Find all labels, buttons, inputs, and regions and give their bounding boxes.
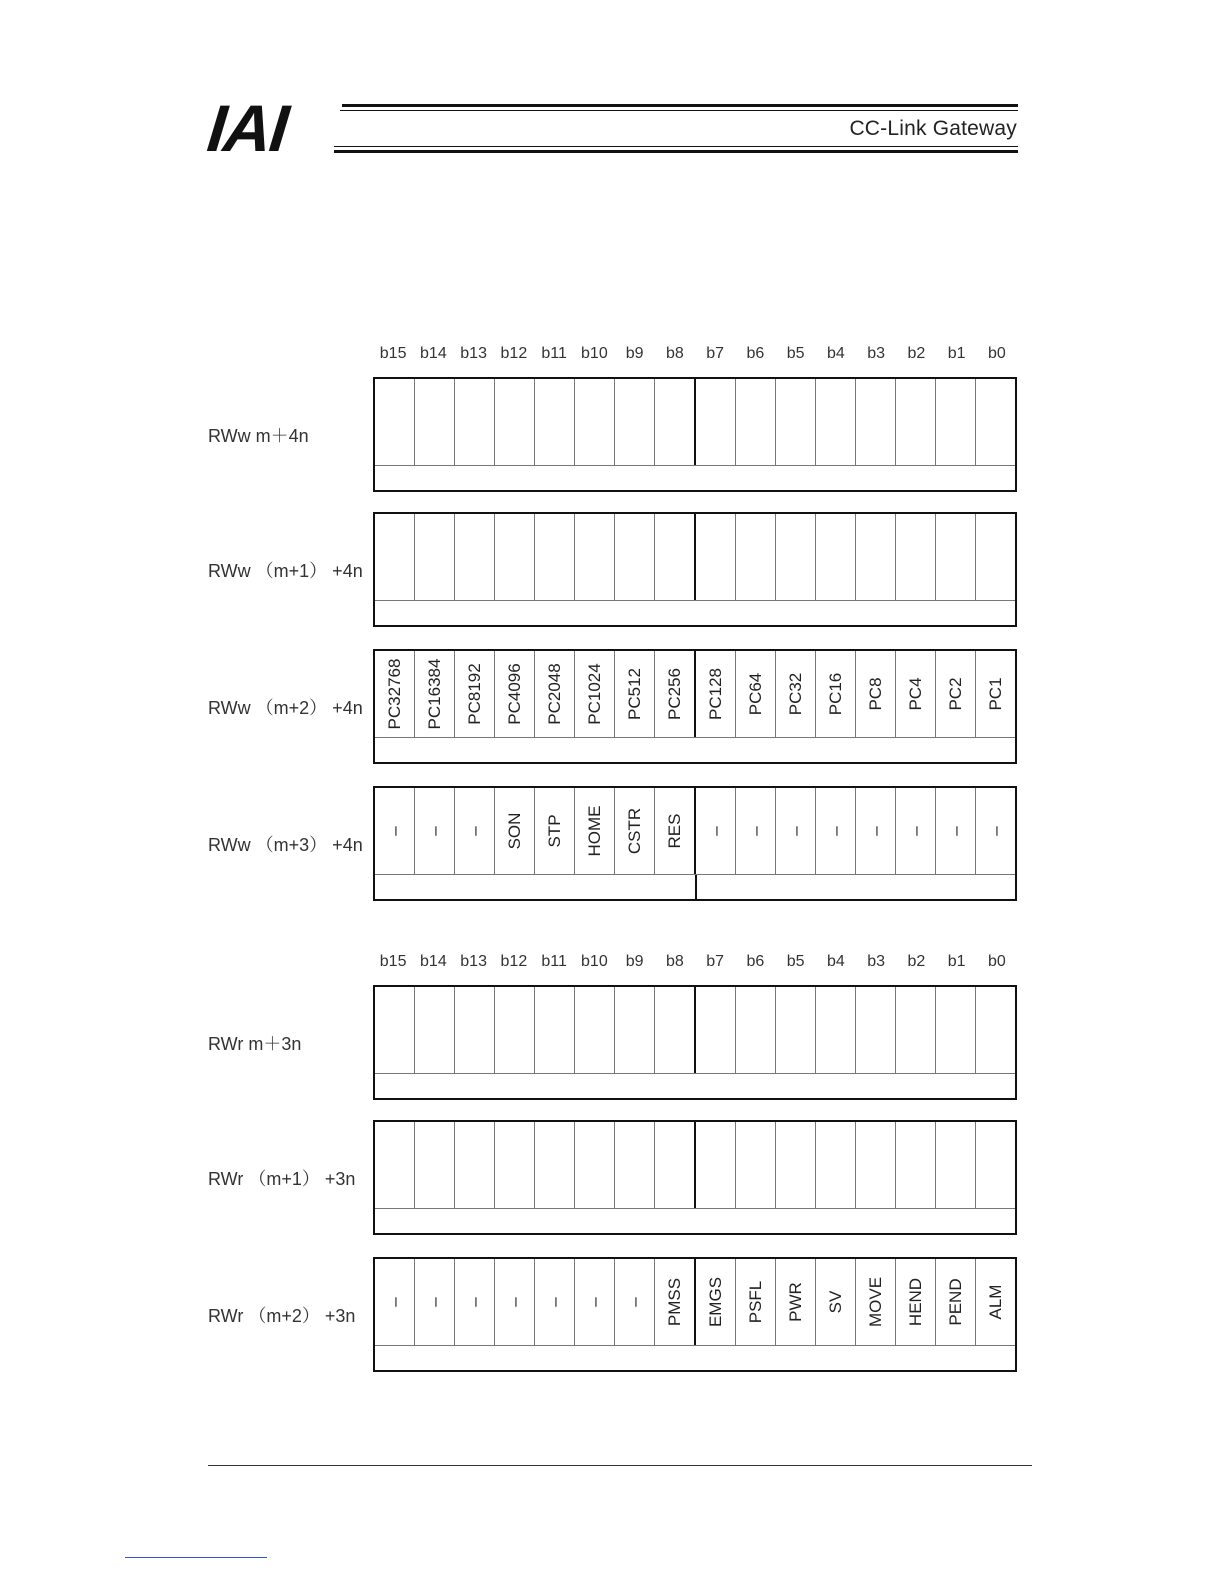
bit-index-label: b8 [665, 345, 684, 362]
bit-cell [455, 651, 495, 737]
iai-logo: IAI [204, 91, 291, 165]
unused-bit-mark: – [544, 1297, 564, 1307]
bit-cell [575, 1122, 615, 1208]
bit-index-label: b13 [460, 345, 487, 362]
header-rule-bottom-thin [334, 146, 1018, 147]
bit-signal-name: HOME [584, 805, 604, 857]
bit-cell [655, 1259, 696, 1345]
bit-signal-name: ALM [985, 1284, 1005, 1320]
bit-signal-name: PC1 [985, 677, 1005, 711]
bit-cell [776, 651, 816, 737]
bit-signal-name: PC1024 [584, 663, 604, 725]
bit-signal-name: PEND [945, 1278, 965, 1326]
bit-index-label: b9 [625, 345, 644, 362]
bit-cell [575, 514, 615, 600]
bit-cell [736, 514, 776, 600]
bit-signal-name: PC16 [825, 672, 845, 716]
bottom-strip-divider [695, 875, 697, 899]
bit-signal-name: PC8 [865, 677, 885, 711]
bit-cell [896, 1122, 936, 1208]
bit-cell [776, 514, 816, 600]
bit-cell [415, 379, 455, 465]
bit-cell [976, 514, 1015, 600]
unused-bit-mark: – [865, 826, 885, 836]
bit-cell [816, 1122, 856, 1208]
bit-index-label: b5 [786, 345, 805, 362]
bit-cell [375, 1259, 415, 1345]
footer-link-underline [125, 1557, 267, 1558]
bit-index-label: b7 [706, 953, 725, 970]
register-label: RWr （m+2） +3n [208, 1306, 356, 1326]
footer-rule [208, 1465, 1032, 1466]
bit-signal-name: PC32768 [384, 658, 404, 730]
register-bottom-strip [375, 1345, 1015, 1370]
unused-bit-mark: – [945, 826, 965, 836]
bit-cell [856, 651, 896, 737]
bit-cell [696, 1122, 736, 1208]
bit-cell [455, 788, 495, 874]
bit-cell [535, 788, 575, 874]
bit-signal-name: PC128 [705, 668, 725, 720]
bit-signal-name: PC32 [785, 672, 805, 716]
bit-cell [375, 788, 415, 874]
bit-cell [776, 788, 816, 874]
bit-index-label: b13 [460, 953, 487, 970]
bit-index-header [373, 345, 1017, 369]
bit-cell [776, 1122, 816, 1208]
bit-cell [375, 379, 415, 465]
bit-cell [655, 788, 696, 874]
bit-cell [856, 514, 896, 600]
bit-cell [896, 514, 936, 600]
bit-signal-name: PC64 [745, 672, 765, 716]
bit-index-label: b15 [379, 953, 407, 970]
bit-signal-name: PSFL [745, 1280, 765, 1324]
bit-cell [976, 1122, 1015, 1208]
bit-cell [655, 514, 696, 600]
unused-bit-mark: – [424, 1297, 444, 1307]
bit-cell [415, 987, 455, 1073]
unused-bit-mark: – [905, 826, 925, 836]
bit-cells [375, 987, 1015, 1073]
unused-bit-mark: – [825, 826, 845, 836]
bit-cell [696, 987, 736, 1073]
bit-cell [455, 987, 495, 1073]
bit-cell [495, 1259, 535, 1345]
bit-index-label: b6 [746, 953, 765, 970]
bit-cell [856, 379, 896, 465]
bit-index-label: b15 [379, 345, 407, 362]
bit-cell [736, 651, 776, 737]
bit-signal-name: HEND [905, 1277, 925, 1327]
register-word [373, 377, 1017, 492]
bit-cell [736, 379, 776, 465]
unused-bit-mark: – [985, 826, 1005, 836]
bit-cell [495, 1122, 535, 1208]
register-word [373, 1257, 1017, 1372]
bit-index-label: b10 [581, 953, 608, 970]
bit-cell [495, 987, 535, 1073]
bit-cells [375, 514, 1015, 600]
bit-cell [976, 987, 1015, 1073]
bit-cell [375, 1122, 415, 1208]
register-bottom-strip [375, 465, 1015, 490]
bit-cell [696, 651, 736, 737]
bit-signal-name: MOVE [865, 1276, 885, 1328]
bit-signal-name: PMSS [664, 1277, 684, 1327]
bit-cell [696, 788, 736, 874]
bit-index-label: b9 [625, 953, 644, 970]
bit-cell [615, 788, 655, 874]
bit-cell [936, 514, 976, 600]
bit-cell [896, 1259, 936, 1345]
bit-cell [816, 1259, 856, 1345]
bit-cell [936, 379, 976, 465]
bit-index-label: b7 [706, 345, 725, 362]
bit-cell [575, 788, 615, 874]
bit-cell [896, 987, 936, 1073]
bit-signal-name: PC2048 [544, 663, 564, 725]
register-bottom-strip [375, 1073, 1015, 1098]
bit-index-label: b1 [947, 345, 966, 362]
unused-bit-mark: – [464, 1297, 484, 1307]
bit-signal-name: PC2 [945, 677, 965, 711]
bit-cell [375, 987, 415, 1073]
bit-signal-name: PC512 [624, 668, 644, 720]
unused-bit-mark: – [745, 826, 765, 836]
bit-cell [455, 1259, 495, 1345]
bit-cell [936, 651, 976, 737]
bit-cell [615, 1122, 655, 1208]
bit-cell [856, 788, 896, 874]
unused-bit-mark: – [464, 826, 484, 836]
bit-signal-name: PC16384 [424, 658, 444, 730]
bit-cell [696, 1259, 736, 1345]
bit-cell [816, 987, 856, 1073]
register-label: RWr m＋3n [208, 1034, 302, 1054]
bit-index-label: b8 [665, 953, 684, 970]
bit-cell [615, 514, 655, 600]
bit-index-label: b11 [541, 953, 567, 970]
bit-cell [776, 1259, 816, 1345]
bit-index-label: b3 [867, 953, 886, 970]
bit-cell [495, 651, 535, 737]
unused-bit-mark: – [785, 826, 805, 836]
bit-cell [535, 1259, 575, 1345]
register-label: RWr （m+1） +3n [208, 1169, 356, 1189]
bit-index-label: b12 [500, 953, 528, 970]
bit-cells [375, 1259, 1015, 1345]
bit-cell [696, 514, 736, 600]
bit-cell [575, 651, 615, 737]
bit-cell [976, 651, 1015, 737]
bit-cell [615, 379, 655, 465]
bit-cell [896, 788, 936, 874]
register-label: RWw （m+2） +4n [208, 698, 363, 718]
bit-cell [976, 788, 1015, 874]
bit-signal-name: PC256 [664, 668, 684, 720]
bit-index-label: b4 [826, 953, 845, 970]
bit-cell [776, 987, 816, 1073]
bit-cell [535, 1122, 575, 1208]
bit-index-header [373, 953, 1017, 977]
unused-bit-mark: – [384, 826, 404, 836]
bit-cell [455, 514, 495, 600]
register-bottom-strip [375, 1208, 1015, 1233]
bit-index-label: b3 [867, 345, 886, 362]
bit-signal-name: STP [544, 814, 564, 848]
bit-cell [575, 987, 615, 1073]
bit-cell [575, 379, 615, 465]
register-word [373, 786, 1017, 901]
bit-cell [535, 514, 575, 600]
bit-cell [535, 987, 575, 1073]
header-rule-top [342, 104, 1018, 107]
bit-index-label: b1 [947, 953, 966, 970]
bit-index-label: b12 [500, 345, 528, 362]
register-bottom-strip [375, 874, 1015, 899]
bit-signal-name: PC4096 [504, 663, 524, 725]
bit-cells [375, 788, 1015, 874]
bit-cell [535, 379, 575, 465]
register-bottom-strip [375, 737, 1015, 762]
bit-signal-name: SON [504, 812, 524, 850]
bit-cell [856, 1259, 896, 1345]
unused-bit-mark: – [584, 1297, 604, 1307]
bit-cell [615, 987, 655, 1073]
bit-cell [655, 987, 696, 1073]
bit-signal-name: PC4 [905, 677, 925, 711]
bit-cell [495, 379, 535, 465]
bit-cell [736, 1122, 776, 1208]
bit-cell [535, 651, 575, 737]
bit-cell [736, 1259, 776, 1345]
register-label: RWw m＋4n [208, 426, 309, 446]
bit-cell [816, 514, 856, 600]
bit-cell [655, 651, 696, 737]
bit-cell [856, 987, 896, 1073]
bit-signal-name: EMGS [705, 1276, 725, 1328]
bit-cell [976, 1259, 1015, 1345]
bit-cell [816, 788, 856, 874]
bit-cell [495, 514, 535, 600]
bit-cell [615, 1259, 655, 1345]
unused-bit-mark: – [504, 1297, 524, 1307]
register-bottom-strip [375, 600, 1015, 625]
header-rule-top-thin [340, 110, 1018, 111]
bit-cell [936, 1122, 976, 1208]
bit-cell [415, 1259, 455, 1345]
bit-index-label: b14 [420, 345, 447, 362]
bit-cell [455, 379, 495, 465]
bit-signal-name: SV [825, 1290, 845, 1314]
bit-signal-name: PC8192 [464, 663, 484, 725]
bit-cell [495, 788, 535, 874]
bit-cell [936, 987, 976, 1073]
bit-cell [776, 379, 816, 465]
bit-cell [976, 379, 1015, 465]
bit-cells [375, 1122, 1015, 1208]
bit-index-label: b6 [746, 345, 765, 362]
bit-index-label: b5 [786, 953, 805, 970]
register-word [373, 1120, 1017, 1235]
bit-cell [936, 788, 976, 874]
bit-cell [415, 788, 455, 874]
bit-index-label: b2 [907, 953, 926, 970]
bit-cell [415, 1122, 455, 1208]
bit-cell [816, 651, 856, 737]
bit-index-label: b2 [907, 345, 926, 362]
header-rule-bottom [334, 150, 1018, 153]
bit-cell [415, 651, 455, 737]
bit-cell [655, 379, 696, 465]
bit-signal-name: CSTR [624, 807, 644, 855]
bit-cell [736, 987, 776, 1073]
bit-index-label: b4 [826, 345, 845, 362]
bit-index-label: b11 [541, 345, 567, 362]
bit-index-label: b10 [581, 345, 608, 362]
bit-index-label: b14 [420, 953, 447, 970]
unused-bit-mark: – [424, 826, 444, 836]
bit-cell [375, 514, 415, 600]
bit-cell [655, 1122, 696, 1208]
bit-cell [736, 788, 776, 874]
bit-cell [615, 651, 655, 737]
bit-cell [936, 1259, 976, 1345]
bit-index-label: b0 [987, 345, 1006, 362]
bit-cell [896, 379, 936, 465]
register-label: RWw （m+1） +4n [208, 561, 363, 581]
unused-bit-mark: – [384, 1297, 404, 1307]
bit-signal-name: PWR [785, 1282, 805, 1322]
unused-bit-mark: – [705, 826, 725, 836]
bit-cells [375, 651, 1015, 737]
bit-cells [375, 379, 1015, 465]
header-title: CC-Link Gateway [849, 117, 1017, 140]
bit-cell [896, 651, 936, 737]
bit-cell [375, 651, 415, 737]
bit-cell [415, 514, 455, 600]
bit-index-label: b0 [987, 953, 1006, 970]
register-label: RWw （m+3） +4n [208, 835, 363, 855]
bit-cell [575, 1259, 615, 1345]
bit-cell [856, 1122, 896, 1208]
bit-cell [455, 1122, 495, 1208]
register-word [373, 512, 1017, 627]
bit-cell [696, 379, 736, 465]
register-word [373, 985, 1017, 1100]
unused-bit-mark: – [624, 1297, 644, 1307]
register-word [373, 649, 1017, 764]
bit-signal-name: RES [664, 813, 684, 849]
bit-cell [816, 379, 856, 465]
